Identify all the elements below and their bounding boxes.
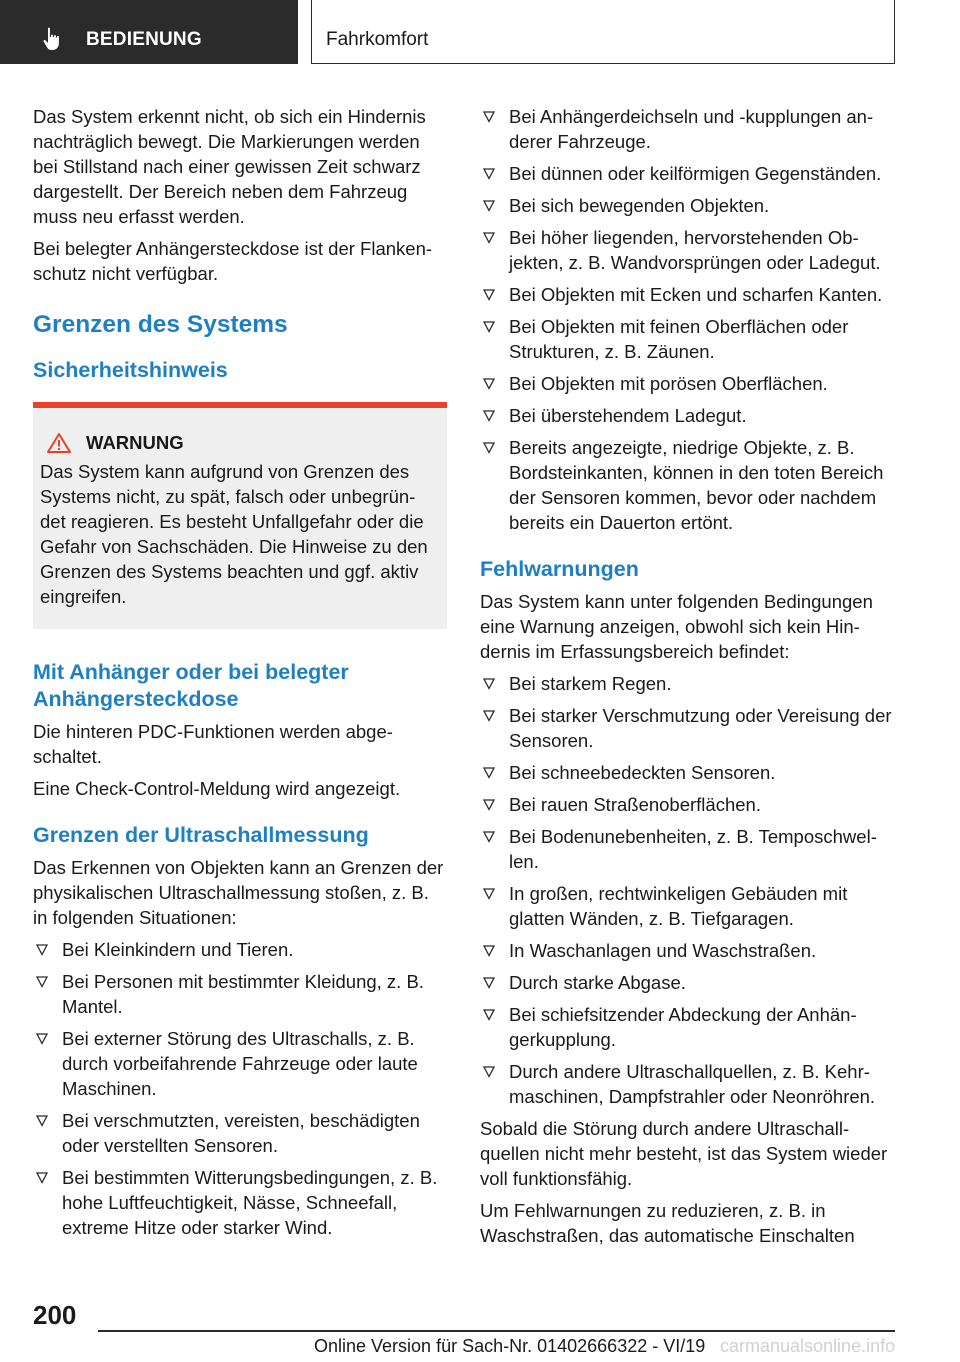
footer-divider [98, 1330, 895, 1332]
triangle-bullet-icon [36, 943, 48, 956]
triangle-bullet-icon [483, 167, 495, 180]
section-heading: Grenzen des Systems [33, 311, 288, 338]
list-item: Bei dünnen oder keilförmigen Gegenständen. [480, 161, 900, 186]
list-item: Bei starkem Regen. [480, 671, 900, 696]
triangle-bullet-icon [483, 887, 495, 900]
triangle-bullet-icon [483, 320, 495, 333]
right-column [480, 104, 900, 1255]
triangle-bullet-icon [483, 1065, 495, 1078]
chapter-header [311, 0, 895, 64]
triangle-bullet-icon [483, 944, 495, 957]
list-item: Durch starke Abgase. [480, 970, 900, 995]
triangle-bullet-icon [483, 409, 495, 422]
list-item: Bei rauen Straßenoberflächen. [480, 792, 900, 817]
list-item: Bei Kleinkindern und Tieren. [33, 937, 447, 962]
triangle-bullet-icon [483, 377, 495, 390]
ultrasonic-heading: Grenzen der Ultraschallmessung [33, 823, 369, 847]
list-item: Bei verschmutzten, vereisten, beschädigten oder verstellten Sensoren. [33, 1108, 447, 1158]
triangle-bullet-icon [483, 830, 495, 843]
left-column [33, 104, 447, 1247]
list-item: Bei schneebedeckten Sensoren. [480, 760, 900, 785]
false-warnings-intro: Das System kann unter folgenden Bedingungen eine Warnung anzeigen, obwohl sich kein Hindernis im Erfassungsbereich befindet: [480, 591, 873, 662]
list-item: Bei Bodenunebenheiten, z. B. Temposchwellen. [480, 824, 900, 874]
list-item: Bei höher liegenden, hervorstehenden Objekten, z. B. Wandvorsprüngen oder Ladegut. [480, 225, 900, 275]
safety-heading: Sicherheitshinweis [33, 358, 228, 382]
triangle-bullet-icon [483, 677, 495, 690]
triangle-bullet-icon [483, 110, 495, 123]
intro-paragraph-1: Das System erkennt nicht, ob sich ein Hindernis nachträglich bewegt. Die Markierungen werden bei Stillstand nach einer gewissen Zeit schwarz dargestellt. Der Bereich neben dem Fahrzeug muss neu erfasst werden. [33, 106, 426, 227]
ultrasonic-intro: Das Erkennen von Objekten kann an Grenzen der physikalischen Ultraschallmessung stoßen, z. B. in folgenden Situationen: [33, 857, 444, 928]
trailer-paragraph-1: Die hinteren PDC-Funktionen werden abgeschaltet. [33, 721, 393, 767]
triangle-bullet-icon [36, 975, 48, 988]
list-item: Bei Personen mit bestimmter Kleidung, z. B. Mantel. [33, 969, 447, 1019]
hand-pointer-icon [40, 26, 66, 52]
closing-paragraph-2: Um Fehlwarnungen zu reduzieren, z. B. in Waschstraßen, das automatische Einschalten [480, 1200, 855, 1246]
triangle-bullet-icon [483, 441, 495, 454]
list-item: Bei Anhängerdeichseln und -kupplungen anderer Fahrzeuge. [480, 104, 900, 154]
trailer-heading: Mit Anhänger oder bei belegter Anhängersteckdose [33, 660, 349, 711]
warning-title-text: WARNUNG [86, 432, 184, 453]
list-item: Bei Objekten mit porösen Oberflächen. [480, 371, 900, 396]
page-number: 200 [33, 1300, 77, 1330]
online-version-note: Online Version für Sach-Nr. 01402666322 - VI/19 [314, 1336, 706, 1356]
intro-paragraph-2: Bei belegter Anhängersteckdose ist der Flankenschutz nicht verfügbar. [33, 238, 433, 284]
triangle-bullet-icon [483, 709, 495, 722]
list-item: Bei schiefsitzender Abdeckung der Anhängerkupplung. [480, 1002, 900, 1052]
triangle-bullet-icon [36, 1171, 48, 1184]
triangle-bullet-icon [483, 976, 495, 989]
closing-paragraph-1: Sobald die Störung durch andere Ultraschallquellen nicht mehr besteht, ist das System wieder voll funktionsfähig. [480, 1118, 888, 1189]
list-item: Bei sich bewegenden Objekten. [480, 193, 900, 218]
list-item: Bei bestimmten Witterungsbedingungen, z. B. hohe Luftfeuchtigkeit, Nässe, Schneefall, extreme Hitze oder starker Wind. [33, 1165, 447, 1240]
list-item: Bereits angezeigte, niedrige Objekte, z. B. Bordsteinkanten, können in den toten Bereich der Sensoren kommen, bevor oder nachdem bereits ein Dauerton ertönt. [480, 435, 900, 535]
list-item: Durch andere Ultraschallquellen, z. B. Kehrmaschinen, Dampfstrahler oder Neonröhren. [480, 1059, 900, 1109]
section-tab [0, 0, 298, 64]
triangle-bullet-icon [483, 766, 495, 779]
watermark: carmanualsonline.info [720, 1336, 896, 1356]
list-item: Bei überstehendem Ladegut. [480, 403, 900, 428]
list-item: Bei starker Verschmutzung oder Vereisung der Sensoren. [480, 703, 900, 753]
triangle-bullet-icon [483, 288, 495, 301]
triangle-bullet-icon [483, 1008, 495, 1021]
section-tab-label: BEDIENUNG [86, 29, 202, 50]
triangle-bullet-icon [483, 199, 495, 212]
false-warnings-list [480, 671, 900, 1109]
warning-text: Das System kann aufgrund von Grenzen des Systems nicht, zu spät, falsch oder unbegründet reagieren. Es besteht Unfallgefahr oder die Gefahr von Sachschäden. Die Hinweise zu den Grenzen des Systems beachten und ggf. aktiv eingreifen. [40, 461, 428, 607]
list-item: In großen, rechtwinkeligen Gebäuden mit glatten Wänden, z. B. Tiefgaragen. [480, 881, 900, 931]
false-warnings-heading: Fehlwarnungen [480, 557, 639, 581]
chapter-title: Fahrkomfort [326, 29, 429, 50]
list-item: Bei externer Störung des Ultraschalls, z. B. durch vorbeifahrende Fahrzeuge oder laute Maschinen. [33, 1026, 447, 1101]
triangle-bullet-icon [36, 1114, 48, 1127]
ultrasonic-list [33, 937, 447, 1240]
list-item: Bei Objekten mit Ecken und scharfen Kanten. [480, 282, 900, 307]
triangle-bullet-icon [483, 231, 495, 244]
warning-title [46, 430, 433, 455]
warning-triangle-icon [46, 432, 72, 454]
triangle-bullet-icon [36, 1032, 48, 1045]
list-item: In Waschanlagen und Waschstraßen. [480, 938, 900, 963]
ultrasonic-list-continued [480, 104, 900, 535]
list-item: Bei Objekten mit feinen Oberflächen oder Strukturen, z. B. Zäunen. [480, 314, 900, 364]
warning-box [33, 402, 447, 629]
triangle-bullet-icon [483, 798, 495, 811]
trailer-paragraph-2: Eine Check-Control-Meldung wird angezeigt. [33, 778, 401, 799]
